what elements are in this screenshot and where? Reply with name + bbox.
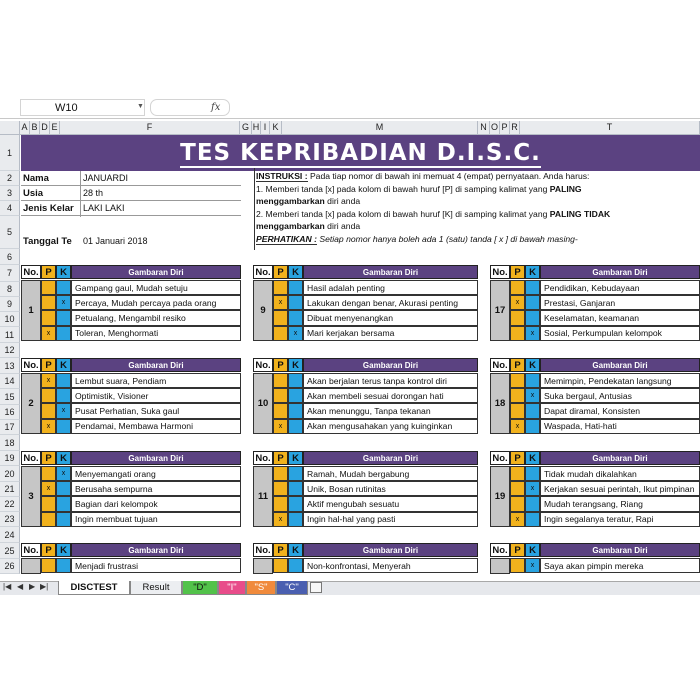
header-no: No. bbox=[21, 358, 41, 372]
column-header[interactable]: O bbox=[490, 121, 500, 135]
instructions-line: diri anda bbox=[324, 221, 361, 232]
header-k: K bbox=[56, 451, 71, 465]
row-header[interactable]: 25 bbox=[0, 543, 20, 559]
row-header[interactable]: 20 bbox=[0, 466, 20, 482]
p-checkbox[interactable] bbox=[273, 373, 288, 388]
header-gambaran-diri: Gambaran Diri bbox=[540, 451, 700, 465]
p-checkbox[interactable] bbox=[510, 403, 525, 418]
prev-sheet-icon[interactable]: ◀ bbox=[17, 582, 24, 591]
group-number: 1 bbox=[21, 280, 41, 341]
statement-cell: Mudah terangsang, Riang bbox=[540, 496, 700, 511]
tab-s[interactable]: "S" bbox=[246, 581, 276, 595]
k-checkbox[interactable] bbox=[56, 310, 71, 325]
row-header[interactable]: 14 bbox=[0, 374, 20, 389]
header-p: P bbox=[41, 543, 56, 557]
statement-cell: Akan berjalan terus tanpa kontrol diri bbox=[303, 373, 478, 388]
column-header[interactable]: D bbox=[40, 121, 50, 135]
k-checkbox[interactable] bbox=[56, 558, 71, 573]
p-checkbox[interactable] bbox=[510, 373, 525, 388]
statement-cell: Prestasi, Ganjaran bbox=[540, 295, 700, 310]
tab-result[interactable]: Result bbox=[130, 581, 182, 595]
instructions-line: 1. Memberi tanda [x] pada kolom di bawah huruf [P] di samping kalimat yang bbox=[256, 183, 550, 194]
tanggal-value[interactable]: 01 Januari 2018 bbox=[83, 236, 148, 246]
k-checkbox[interactable] bbox=[288, 558, 303, 573]
p-checkbox[interactable] bbox=[510, 326, 525, 341]
row-header[interactable]: 22 bbox=[0, 497, 20, 512]
header-gambaran-diri: Gambaran Diri bbox=[303, 265, 478, 279]
row-header[interactable]: 23 bbox=[0, 512, 20, 527]
header-no: No. bbox=[21, 543, 41, 557]
k-checkbox[interactable] bbox=[288, 466, 303, 481]
chevron-down-icon[interactable]: ▼ bbox=[137, 103, 144, 110]
p-checkbox[interactable]: x bbox=[273, 512, 288, 527]
k-checkbox[interactable] bbox=[56, 373, 71, 388]
statement-cell: Mari kerjakan bersama bbox=[303, 326, 478, 341]
statement-cell: Ramah, Mudah bergabung bbox=[303, 466, 478, 481]
divider bbox=[254, 168, 255, 250]
tab-disctest[interactable]: DISCTEST bbox=[58, 581, 130, 595]
row-header[interactable]: 13 bbox=[0, 358, 20, 374]
statement-cell: Ingin segalanya teratur, Rapi bbox=[540, 512, 700, 527]
header-no: No. bbox=[253, 451, 273, 465]
group-number: 18 bbox=[490, 373, 510, 434]
page-title: TES KEPRIBADIAN D.I.S.C. bbox=[21, 135, 700, 171]
p-checkbox[interactable] bbox=[41, 310, 56, 325]
row-header[interactable]: 26 bbox=[0, 559, 20, 574]
nama-value[interactable]: JANUARDI bbox=[83, 173, 129, 183]
header-p: P bbox=[273, 451, 288, 465]
row-header[interactable]: 5 bbox=[0, 216, 20, 249]
group-number bbox=[490, 558, 510, 574]
header-k: K bbox=[288, 543, 303, 557]
row-header[interactable]: 12 bbox=[0, 343, 20, 358]
statement-cell: Optimistik, Visioner bbox=[71, 388, 241, 403]
k-checkbox[interactable]: x bbox=[56, 403, 71, 418]
select-all-corner[interactable] bbox=[0, 121, 20, 135]
column-header[interactable]: K bbox=[270, 121, 282, 135]
header-k: K bbox=[56, 543, 71, 557]
k-checkbox[interactable] bbox=[56, 496, 71, 511]
header-no: No. bbox=[490, 265, 510, 279]
header-k: K bbox=[525, 358, 540, 372]
k-checkbox[interactable] bbox=[288, 373, 303, 388]
statement-cell: Lembut suara, Pendiam bbox=[71, 373, 241, 388]
header-p: P bbox=[510, 543, 525, 557]
k-checkbox[interactable] bbox=[288, 280, 303, 295]
statement-cell: Menjadi frustrasi bbox=[71, 558, 241, 573]
header-p: P bbox=[510, 358, 525, 372]
header-gambaran-diri: Gambaran Diri bbox=[540, 265, 700, 279]
statement-cell: Ingin membuat tujuan bbox=[71, 512, 241, 527]
k-checkbox[interactable] bbox=[288, 295, 303, 310]
nama-label: Nama bbox=[23, 173, 49, 184]
p-checkbox[interactable] bbox=[273, 388, 288, 403]
column-header[interactable]: P bbox=[500, 121, 510, 135]
row-header[interactable]: 1 bbox=[0, 135, 20, 171]
statement-cell: Waspada, Hati-hati bbox=[540, 419, 700, 434]
p-checkbox[interactable] bbox=[41, 280, 56, 295]
row-header[interactable]: 17 bbox=[0, 420, 20, 435]
header-no: No. bbox=[253, 358, 273, 372]
header-p: P bbox=[510, 265, 525, 279]
group-number: 3 bbox=[21, 466, 41, 527]
header-p: P bbox=[41, 358, 56, 372]
header-gambaran-diri: Gambaran Diri bbox=[71, 265, 241, 279]
statement-cell: Pendidikan, Kebudayaan bbox=[540, 280, 700, 295]
statement-cell: Ingin hal-hal yang pasti bbox=[303, 512, 478, 527]
statement-cell: Memimpin, Pendekatan langsung bbox=[540, 373, 700, 388]
group-number: 2 bbox=[21, 373, 41, 434]
row-header[interactable]: 19 bbox=[0, 451, 20, 466]
p-checkbox[interactable] bbox=[273, 280, 288, 295]
statement-cell: Non-konfrontasi, Menyerah bbox=[303, 558, 478, 573]
header-gambaran-diri: Gambaran Diri bbox=[303, 358, 478, 372]
insert-sheet-icon[interactable] bbox=[310, 582, 322, 593]
k-checkbox[interactable]: x bbox=[525, 558, 540, 573]
group-number: 17 bbox=[490, 280, 510, 341]
column-header[interactable]: N bbox=[478, 121, 490, 135]
k-checkbox[interactable] bbox=[56, 512, 71, 527]
k-checkbox[interactable] bbox=[525, 403, 540, 418]
k-checkbox[interactable] bbox=[525, 496, 540, 511]
p-checkbox[interactable]: x bbox=[510, 419, 525, 434]
header-no: No. bbox=[490, 543, 510, 557]
k-checkbox[interactable]: x bbox=[56, 295, 71, 310]
k-checkbox[interactable] bbox=[56, 388, 71, 403]
instructions-line: 2. Memberi tanda [x] pada kolom di bawah huruf [K] di samping kalimat yang bbox=[256, 208, 550, 219]
row-header[interactable]: 16 bbox=[0, 405, 20, 420]
header-p: P bbox=[510, 451, 525, 465]
p-checkbox[interactable]: x bbox=[41, 373, 56, 388]
group-number: 9 bbox=[253, 280, 273, 341]
statement-cell: Dapat diramal, Konsisten bbox=[540, 403, 700, 418]
instructions-emphasis: PALING bbox=[549, 183, 582, 194]
header-no: No. bbox=[253, 543, 273, 557]
p-checkbox[interactable] bbox=[510, 466, 525, 481]
statement-cell: Toleran, Menghormati bbox=[71, 326, 241, 341]
header-k: K bbox=[525, 543, 540, 557]
statement-cell: Berusaha sempurna bbox=[71, 481, 241, 496]
jenis-kelamin-label: Jenis Kelar bbox=[23, 203, 74, 214]
group-number bbox=[21, 558, 41, 574]
statement-cell: Pendamai, Membawa Harmoni bbox=[71, 419, 241, 434]
k-checkbox[interactable] bbox=[56, 326, 71, 341]
insert-function-button[interactable]: fx bbox=[150, 99, 230, 116]
p-checkbox[interactable] bbox=[510, 496, 525, 511]
statement-cell: Bagian dari kelompok bbox=[71, 496, 241, 511]
k-checkbox[interactable] bbox=[288, 512, 303, 527]
statement-cell: Hasil adalah penting bbox=[303, 280, 478, 295]
statement-cell: Sosial, Perkumpulan kelompok bbox=[540, 326, 700, 341]
statement-cell: Suka bergaul, Antusias bbox=[540, 388, 700, 403]
statement-cell: Tidak mudah dikalahkan bbox=[540, 466, 700, 481]
statement-cell: Keselamatan, keamanan bbox=[540, 310, 700, 325]
header-gambaran-diri: Gambaran Diri bbox=[540, 358, 700, 372]
p-checkbox[interactable] bbox=[41, 403, 56, 418]
k-checkbox[interactable] bbox=[525, 512, 540, 527]
row-header[interactable]: 2 bbox=[0, 171, 20, 186]
header-gambaran-diri: Gambaran Diri bbox=[71, 358, 241, 372]
k-checkbox[interactable] bbox=[525, 280, 540, 295]
k-checkbox[interactable] bbox=[288, 481, 303, 496]
statement-cell: Akan membeli sesuai dorongan hati bbox=[303, 388, 478, 403]
header-gambaran-diri: Gambaran Diri bbox=[540, 543, 700, 557]
header-gambaran-diri: Gambaran Diri bbox=[303, 451, 478, 465]
header-k: K bbox=[288, 265, 303, 279]
p-checkbox[interactable] bbox=[510, 280, 525, 295]
p-checkbox[interactable] bbox=[510, 310, 525, 325]
tab-c[interactable]: "C" bbox=[276, 581, 308, 595]
header-k: K bbox=[288, 451, 303, 465]
divider bbox=[21, 200, 241, 201]
k-checkbox[interactable] bbox=[288, 388, 303, 403]
header-no: No. bbox=[21, 451, 41, 465]
column-header[interactable]: B bbox=[30, 121, 40, 135]
statement-cell: Lakukan dengan benar, Akurasi penting bbox=[303, 295, 478, 310]
instructions-line: diri anda bbox=[324, 196, 361, 207]
p-checkbox[interactable]: x bbox=[510, 295, 525, 310]
statement-cell: Dibuat menyenangkan bbox=[303, 310, 478, 325]
statement-cell: Kerjakan sesuai perintah, Ikut pimpinan bbox=[540, 481, 700, 496]
p-checkbox[interactable] bbox=[273, 481, 288, 496]
p-checkbox[interactable] bbox=[41, 496, 56, 511]
p-checkbox[interactable]: x bbox=[41, 481, 56, 496]
k-checkbox[interactable] bbox=[288, 419, 303, 434]
statement-cell: Percaya, Mudah percaya pada orang bbox=[71, 295, 241, 310]
k-checkbox[interactable] bbox=[525, 295, 540, 310]
p-checkbox[interactable] bbox=[41, 558, 56, 573]
p-checkbox[interactable]: x bbox=[273, 419, 288, 434]
row-header[interactable]: 8 bbox=[0, 282, 20, 297]
divider bbox=[80, 171, 81, 217]
statement-cell: Petualang, Mengambil resiko bbox=[71, 310, 241, 325]
header-k: K bbox=[56, 358, 71, 372]
row-header[interactable]: 7 bbox=[0, 265, 20, 282]
group-number bbox=[253, 558, 273, 574]
instructions-emphasis: menggambarkan bbox=[256, 196, 325, 207]
row-header[interactable]: 9 bbox=[0, 297, 20, 312]
p-checkbox[interactable] bbox=[41, 466, 56, 481]
column-header[interactable]: M bbox=[282, 121, 478, 135]
row-header[interactable]: 18 bbox=[0, 435, 20, 451]
k-checkbox[interactable] bbox=[525, 310, 540, 325]
usia-value[interactable]: 28 th bbox=[83, 188, 104, 198]
name-box[interactable]: W10 bbox=[20, 99, 145, 116]
row-header[interactable]: 4 bbox=[0, 201, 20, 216]
perhatikan-text: Setiap nomor hanya boleh ada 1 (satu) tanda [ x ] di bawah masing- bbox=[316, 233, 578, 244]
column-header[interactable]: I bbox=[261, 121, 270, 135]
header-p: P bbox=[273, 543, 288, 557]
last-sheet-icon[interactable]: ▶| bbox=[40, 582, 49, 591]
row-header[interactable]: 15 bbox=[0, 389, 20, 405]
header-gambaran-diri: Gambaran Diri bbox=[71, 543, 241, 557]
blank-area bbox=[0, 595, 700, 700]
column-header[interactable]: T bbox=[520, 121, 700, 135]
tab-i[interactable]: "I" bbox=[218, 581, 246, 595]
p-checkbox[interactable]: x bbox=[41, 326, 56, 341]
perhatikan-heading: PERHATIKAN : bbox=[256, 233, 317, 244]
header-k: K bbox=[525, 265, 540, 279]
k-checkbox[interactable] bbox=[56, 419, 71, 434]
k-checkbox[interactable] bbox=[56, 481, 71, 496]
p-checkbox[interactable] bbox=[510, 481, 525, 496]
row-header[interactable]: 10 bbox=[0, 312, 20, 327]
column-header[interactable]: F bbox=[60, 121, 240, 135]
header-k: K bbox=[288, 358, 303, 372]
next-sheet-icon[interactable]: ▶ bbox=[29, 582, 36, 591]
column-header[interactable]: G bbox=[240, 121, 252, 135]
k-checkbox[interactable]: x bbox=[56, 466, 71, 481]
p-checkbox[interactable] bbox=[273, 326, 288, 341]
column-header[interactable]: H bbox=[252, 121, 261, 135]
row-header[interactable]: 3 bbox=[0, 186, 20, 201]
instructions-emphasis: menggambarkan bbox=[256, 221, 325, 232]
p-checkbox[interactable] bbox=[273, 466, 288, 481]
p-checkbox[interactable] bbox=[510, 388, 525, 403]
column-header[interactable]: A bbox=[20, 121, 30, 135]
statement-cell: Unik, Bosan rutinitas bbox=[303, 481, 478, 496]
instructions-emphasis: PALING TIDAK bbox=[549, 208, 611, 219]
tanggal-label: Tanggal Te bbox=[23, 236, 72, 247]
column-header[interactable]: R bbox=[510, 121, 520, 135]
header-k: K bbox=[56, 265, 71, 279]
statement-cell: Akan mengusahakan yang kuinginkan bbox=[303, 419, 478, 434]
header-p: P bbox=[273, 358, 288, 372]
column-header[interactable]: E bbox=[50, 121, 60, 135]
p-checkbox[interactable]: x bbox=[41, 419, 56, 434]
p-checkbox[interactable] bbox=[273, 310, 288, 325]
header-gambaran-diri: Gambaran Diri bbox=[303, 543, 478, 557]
header-k: K bbox=[525, 451, 540, 465]
p-checkbox[interactable] bbox=[273, 496, 288, 511]
divider bbox=[21, 185, 241, 186]
instructions bbox=[256, 170, 696, 246]
row-header[interactable]: 21 bbox=[0, 482, 20, 497]
statement-cell: Saya akan pimpin mereka bbox=[540, 558, 700, 573]
usia-label: Usia bbox=[23, 188, 44, 199]
p-checkbox[interactable]: x bbox=[273, 295, 288, 310]
header-p: P bbox=[41, 265, 56, 279]
statement-cell: Akan menunggu, Tanpa tekanan bbox=[303, 403, 478, 418]
header-p: P bbox=[41, 451, 56, 465]
header-p: P bbox=[273, 265, 288, 279]
statement-cell: Aktif mengubah sesuatu bbox=[303, 496, 478, 511]
k-checkbox[interactable]: x bbox=[288, 326, 303, 341]
group-number: 10 bbox=[253, 373, 273, 434]
p-checkbox[interactable] bbox=[273, 558, 288, 573]
k-checkbox[interactable]: x bbox=[525, 326, 540, 341]
p-checkbox[interactable]: x bbox=[510, 512, 525, 527]
k-checkbox[interactable] bbox=[56, 280, 71, 295]
header-gambaran-diri: Gambaran Diri bbox=[71, 451, 241, 465]
statement-cell: Pusat Perhatian, Suka gaul bbox=[71, 403, 241, 418]
header-no: No. bbox=[490, 358, 510, 372]
k-checkbox[interactable] bbox=[288, 310, 303, 325]
k-checkbox[interactable] bbox=[288, 403, 303, 418]
k-checkbox[interactable] bbox=[288, 496, 303, 511]
row-header[interactable]: 24 bbox=[0, 527, 20, 543]
jenis-kelamin-value[interactable]: LAKI LAKI bbox=[83, 203, 125, 213]
p-checkbox[interactable] bbox=[510, 558, 525, 573]
k-checkbox[interactable] bbox=[525, 373, 540, 388]
tab-d[interactable]: "D" bbox=[182, 581, 218, 595]
header-no: No. bbox=[21, 265, 41, 279]
p-checkbox[interactable] bbox=[41, 295, 56, 310]
row-header[interactable]: 11 bbox=[0, 327, 20, 343]
group-number: 11 bbox=[253, 466, 273, 527]
k-checkbox[interactable] bbox=[525, 466, 540, 481]
header-no: No. bbox=[253, 265, 273, 279]
divider bbox=[21, 215, 241, 216]
k-checkbox[interactable]: x bbox=[525, 481, 540, 496]
k-checkbox[interactable] bbox=[525, 419, 540, 434]
statement-cell: Gampang gaul, Mudah setuju bbox=[71, 280, 241, 295]
row-header[interactable]: 6 bbox=[0, 249, 20, 265]
group-number: 19 bbox=[490, 466, 510, 527]
header-no: No. bbox=[490, 451, 510, 465]
instructions-heading: INSTRUKSI : bbox=[256, 171, 308, 181]
k-checkbox[interactable]: x bbox=[525, 388, 540, 403]
statement-cell: Menyemangati orang bbox=[71, 466, 241, 481]
first-sheet-icon[interactable]: |◀ bbox=[3, 582, 12, 591]
p-checkbox[interactable] bbox=[273, 403, 288, 418]
p-checkbox[interactable] bbox=[41, 512, 56, 527]
p-checkbox[interactable] bbox=[41, 388, 56, 403]
instructions-line: Pada tiap nomor di bawah ini memuat 4 (empat) pernyataan. Anda harus: bbox=[309, 171, 590, 181]
